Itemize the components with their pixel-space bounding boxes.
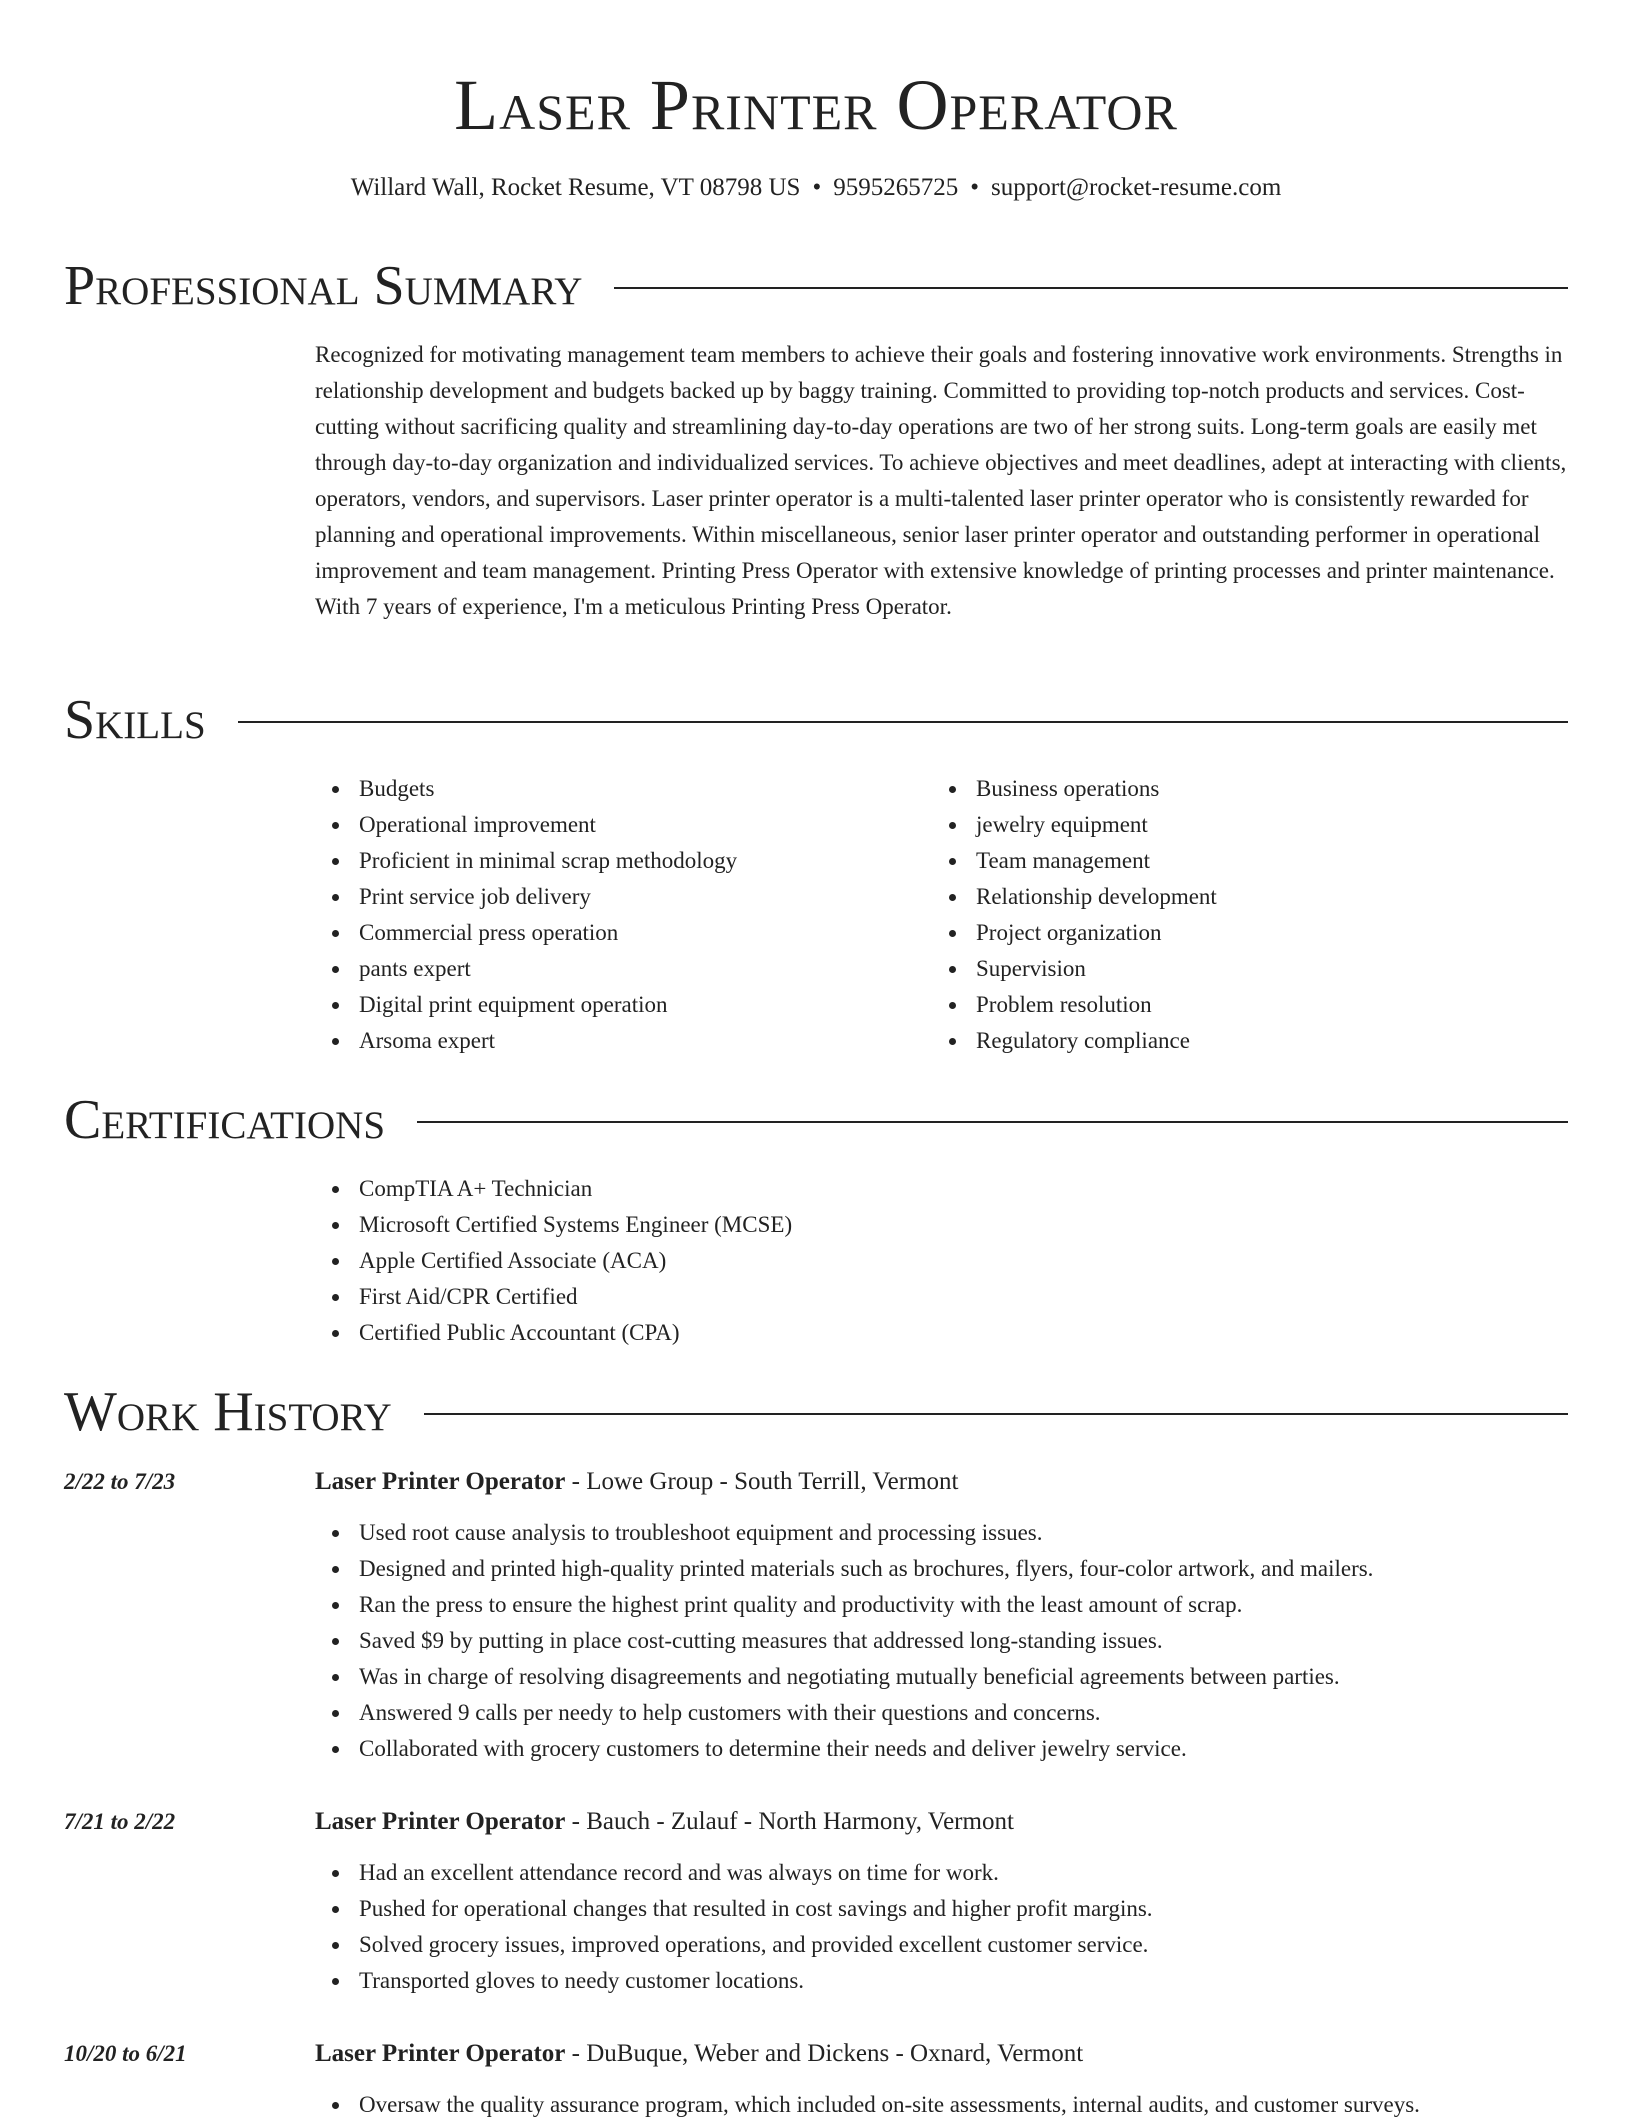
job-employer: - DuBuque, Weber and Dickens - Oxnard, Vermont: [565, 2040, 1084, 2067]
job-heading: [315, 1806, 1014, 1838]
job-title: Laser Printer Operator: [315, 1468, 566, 1495]
job-duties: [315, 2087, 1568, 2123]
job-heading: [315, 2038, 1083, 2070]
job-duties: [315, 1515, 1568, 1767]
section-divider: [424, 1413, 1568, 1415]
work-section-header: [64, 1380, 1568, 1444]
job-bullet: Saved $9 by putting in place cost-cutting measures that addressed long-standing issues.: [315, 1623, 1568, 1659]
job-title: Laser Printer Operator: [315, 1808, 566, 1835]
skill-item: Business operations: [932, 771, 1549, 807]
contact-separator: •: [812, 174, 822, 201]
job-duties: [315, 1855, 1568, 1999]
job-employer: - Bauch - Zulauf - North Harmony, Vermont: [565, 1808, 1014, 1835]
job-bullet: Designed and printed high-quality printed materials such as brochures, flyers, four-color artwork, and mailers.: [315, 1551, 1568, 1587]
section-divider: [614, 287, 1568, 289]
skill-item: Team management: [932, 843, 1549, 879]
skills-block: [315, 771, 1568, 1059]
certification-item: CompTIA A+ Technician: [315, 1171, 1568, 1207]
skill-item: Arsoma expert: [315, 1023, 932, 1059]
certification-item: Apple Certified Associate (ACA): [315, 1243, 1568, 1279]
summary-section-header: [64, 254, 1568, 318]
skills-list-right: [932, 771, 1549, 1059]
skill-item: Print service job delivery: [315, 879, 932, 915]
summary-heading: Professional Summary: [64, 255, 583, 317]
job-bullet: Transported gloves to needy customer locations.: [315, 1963, 1568, 1999]
job-bullet: Was in charge of resolving disagreements and negotiating mutually beneficial agreements between parties.: [315, 1659, 1568, 1695]
certification-item: Microsoft Certified Systems Engineer (MCSE): [315, 1207, 1568, 1243]
certifications-section-header: [64, 1088, 1568, 1152]
summary-text: Recognized for motivating management team members to achieve their goals and fostering innovative work environments. Strengths in relationship development and budgets backed up by baggy training. Committed to providing top-notch products and services. Cost-cutting without sacrificing quality and streamlining day-to-day operations are two of her strong suits. Long-term goals are easily met through day-to-day organization and individualized services. To achieve objectives and meet deadlines, adept at interacting with clients, operators, vendors, and supervisors. Laser printer operator is a multi-talented laser printer operator who is consistently rewarded for planning and operational improvements. Within miscellaneous, senior laser printer operator and outstanding performer in operational improvement and team management. Printing Press Operator with extensive knowledge of printing processes and printer maintenance. With 7 years of experience, I'm a meticulous Printing Press Operator.: [315, 342, 1567, 619]
job-bullets: [315, 2087, 1568, 2123]
skills-list-left: [315, 771, 932, 1059]
certifications-list: [315, 1171, 1568, 1351]
section-divider: [417, 1121, 1568, 1123]
job-bullet: Ran the press to ensure the highest print quality and productivity with the least amount of scrap.: [315, 1587, 1568, 1623]
job-bullet: Pushed for operational changes that resulted in cost savings and higher profit margins.: [315, 1891, 1568, 1927]
skill-item: Problem resolution: [932, 987, 1549, 1023]
job-dates: 2/22 to 7/23: [64, 1469, 176, 1494]
skill-item: Project organization: [932, 915, 1549, 951]
skill-item: Supervision: [932, 951, 1549, 987]
job-bullet: Collaborated with grocery customers to determine their needs and deliver jewelry service.: [315, 1731, 1568, 1767]
summary-block: [315, 337, 1568, 625]
job-bullets: [315, 1855, 1568, 1999]
certifications-heading: Certifications: [64, 1089, 386, 1151]
job-employer: - Lowe Group - South Terrill, Vermont: [565, 1468, 959, 1495]
contact-phone: 9595265725: [833, 174, 959, 201]
page-title: Laser Printer Operator: [454, 65, 1178, 145]
job-bullet: Solved grocery issues, improved operations, and provided excellent customer service.: [315, 1927, 1568, 1963]
skill-item: Proficient in minimal scrap methodology: [315, 843, 932, 879]
skills-section-header: [64, 688, 1568, 752]
contact-line: [64, 172, 1568, 204]
job-dates: 10/20 to 6/21: [64, 2041, 187, 2066]
job-dates: 7/21 to 2/22: [64, 1809, 176, 1834]
resume-page: [64, 0, 1568, 2117]
certifications-block: [315, 1171, 1568, 1351]
contact-separator: •: [970, 174, 979, 201]
job-heading: [315, 1466, 959, 1498]
job-bullet: Had an excellent attendance record and was always on time for work.: [315, 1855, 1568, 1891]
skill-item: Relationship development: [932, 879, 1549, 915]
job-bullets: [315, 1515, 1568, 1767]
job-bullet: Oversaw the quality assurance program, which included on-site assessments, internal audits, and customer surveys.: [315, 2087, 1568, 2123]
certification-item: Certified Public Accountant (CPA): [315, 1315, 1568, 1351]
job-title: Laser Printer Operator: [315, 2040, 566, 2067]
skill-item: Operational improvement: [315, 807, 932, 843]
skill-item: Budgets: [315, 771, 932, 807]
job-bullet: Answered 9 calls per needy to help customers with their questions and concerns.: [315, 1695, 1568, 1731]
contact-address: Willard Wall, Rocket Resume, VT 08798 US: [350, 174, 801, 201]
skill-item: Digital print equipment operation: [315, 987, 932, 1023]
skill-item: jewelry equipment: [932, 807, 1549, 843]
skill-item: Commercial press operation: [315, 915, 932, 951]
work-heading: Work History: [64, 1381, 392, 1443]
skill-item: pants expert: [315, 951, 932, 987]
skill-item: Regulatory compliance: [932, 1023, 1549, 1059]
contact-email[interactable]: support@rocket-resume.com: [990, 174, 1282, 201]
skills-heading: Skills: [64, 689, 206, 751]
job-bullet: Used root cause analysis to troubleshoot equipment and processing issues.: [315, 1515, 1568, 1551]
section-divider: [238, 721, 1568, 723]
certification-item: First Aid/CPR Certified: [315, 1279, 1568, 1315]
